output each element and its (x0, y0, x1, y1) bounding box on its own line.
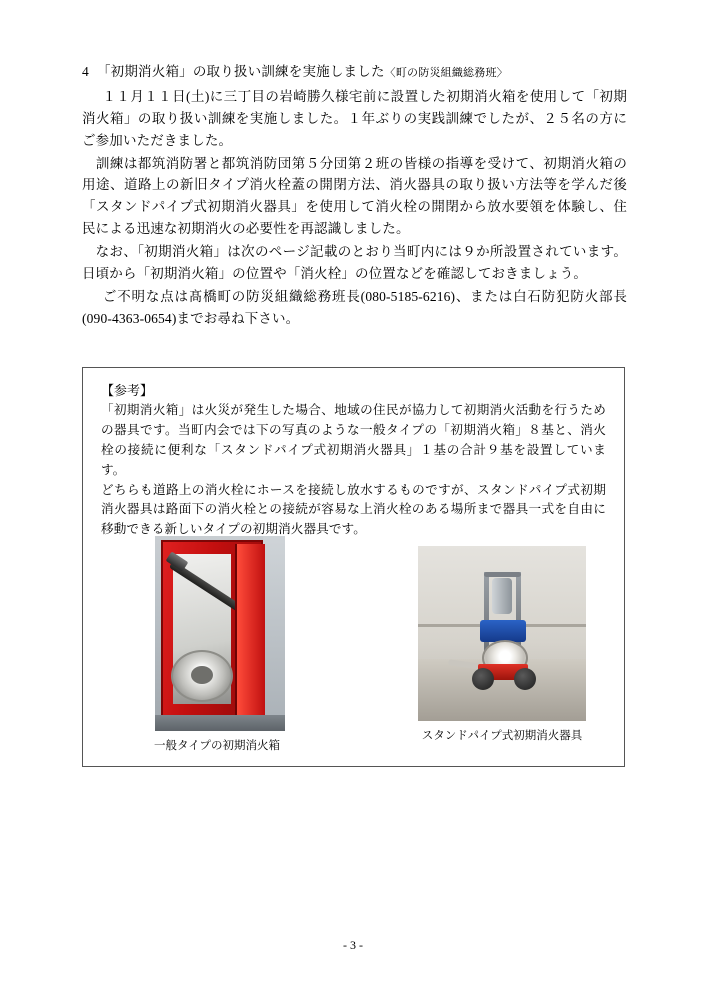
section-note: 〈町の防災組織総務班〉 (384, 67, 508, 79)
figure-caption-1: 一般タイプの初期消火箱 (154, 740, 280, 752)
page-number: - 3 - (343, 938, 363, 952)
paragraph-3 (82, 241, 627, 285)
reference-paragraph-1-text: 「初期消火箱」は火災が発生した場合、地域の住民が協力して初期消火活動を行うための器具です。当町内会では下の写真のような一般タイプの「初期消火箱」８基と、消火栓の接続に便利な「スタンドパイプ式初期消火器具」１基の合計９基を設置しています。 (101, 403, 606, 477)
paragraph-4 (82, 286, 627, 330)
paragraph-4-text: ご不明な点は髙橋町の防災組織総務班長(080-5185-6216)、または白石防犯防火部長(090-4363-0654)までお尋ね下さい。 (82, 288, 627, 326)
reference-box (82, 367, 625, 767)
paragraph-1-text: １１月１１日(土)に三丁目の岩崎勝久様宅前に設置した初期消火箱を使用して「初期消火箱」の取り扱い訓練を実施しました。１年ぶりの実践訓練でしたが、２５名の方にご参加いただきました。 (82, 89, 627, 148)
section-title: 「初期消火箱」の取り扱い訓練を実施しました (96, 64, 385, 79)
photo-fire-hose-cabinet (155, 536, 285, 731)
paragraph-1 (82, 86, 627, 152)
section-number: 4 (82, 64, 89, 79)
paragraph-2-text: 訓練は都筑消防署と都筑消防団第５分団第２班の皆様の指導を受けて、初期消火箱の用途、道路上の新旧タイプ消火栓蓋の開閉方法、消火器具の取り扱い方法等を学んだ後「スタンドパイプ式初期消火器具」を使用して消火栓の開閉から放水要領を体験し、住民による迅速な初期消火の必要性を再認識しました。 (82, 155, 627, 237)
figure-standpipe-type (418, 546, 586, 743)
paragraph-3-text: なお、「初期消火箱」は次のページ記載のとおり当町内には９か所設置されています。日頃から「初期消火箱」の位置や「消火栓」の位置などを確認しておきましょう。 (82, 244, 627, 281)
figure-caption-2: スタンドパイプ式初期消火器具 (421, 730, 583, 742)
photo-standpipe-cart (418, 546, 586, 721)
reference-box-inner (83, 368, 624, 540)
reference-paragraph-2-text: どちらも道路上の消火栓にホースを接続し放水するものですが、スタンドパイプ式初期消火器具は路面下の消火栓との接続が容易な上消火栓のある場所まで器具一式を自由に移動できる新しいタイプの初期消火器具です。 (101, 482, 606, 537)
reference-paragraph-1 (101, 401, 606, 481)
figure-group (83, 536, 624, 756)
reference-paragraph-2 (101, 481, 606, 541)
figure-general-type (155, 536, 285, 753)
paragraph-2 (82, 153, 627, 240)
reference-box-title: 【参考】 (101, 383, 154, 398)
document-body (82, 60, 627, 330)
section-heading (82, 60, 627, 80)
